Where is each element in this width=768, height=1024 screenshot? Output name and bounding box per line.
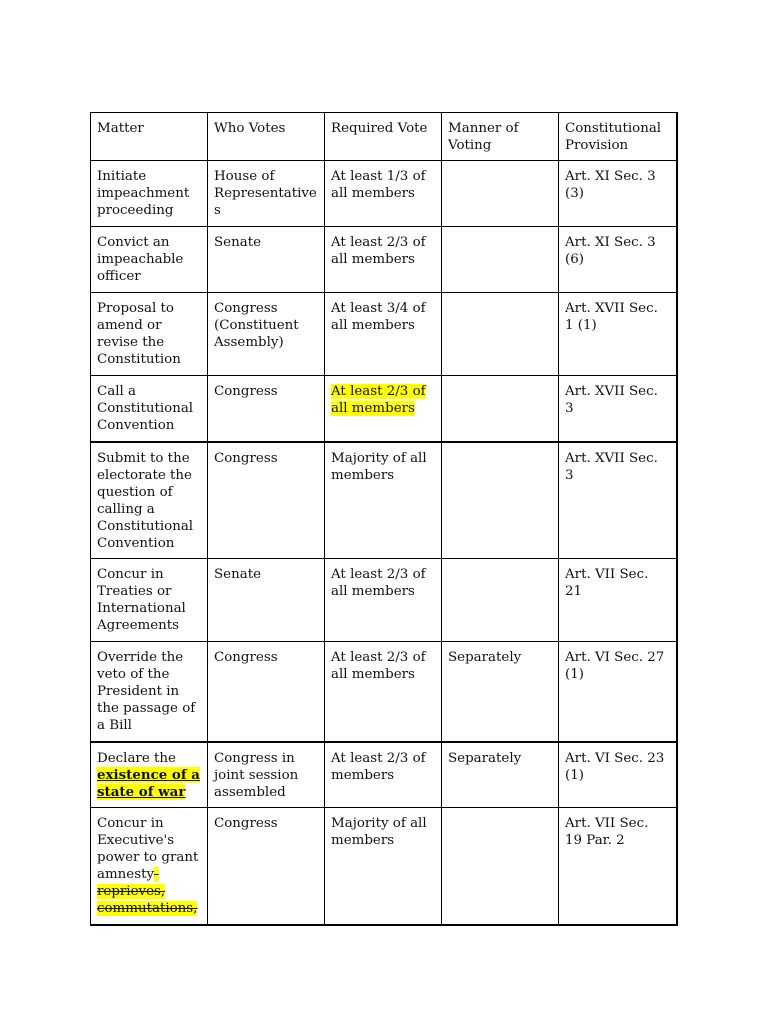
cell-who-votes: Congress in joint session assembled: [208, 742, 325, 808]
cell-manner: Separately: [442, 642, 559, 742]
table-row: [91, 293, 677, 376]
cell-matter: [91, 808, 208, 925]
cell-who-votes: House of Representatives: [208, 161, 325, 227]
cell-who-votes: Congress: [208, 808, 325, 925]
cell-provision: Art. XVII Sec. 3: [559, 442, 677, 559]
cell-manner: [442, 376, 559, 442]
cell-required-vote: At least 2/3 of members: [325, 742, 442, 808]
header-who-votes: Who Votes: [208, 113, 325, 161]
cell-manner: [442, 808, 559, 925]
cell-required-vote: Majority of all members: [325, 442, 442, 559]
cell-matter: Initiate impeachment proceeding: [91, 161, 208, 227]
highlighted-text: At least 2/3 of all members: [331, 384, 426, 416]
voting-requirements-table: [90, 112, 678, 926]
cell-required-vote: Majority of all members: [325, 808, 442, 925]
cell-provision: Art. VII Sec. 19 Par. 2: [559, 808, 677, 925]
cell-matter: Proposal to amend or revise the Constitution: [91, 293, 208, 376]
cell-required-vote: At least 2/3 of all members: [325, 559, 442, 642]
table-row: [91, 227, 677, 293]
table-row: [91, 161, 677, 227]
cell-required-vote: At least 2/3 of all members: [325, 227, 442, 293]
table-row: [91, 376, 677, 442]
cell-manner: [442, 559, 559, 642]
cell-matter: Submit to the electorate the question of calling a Constitutional Convention: [91, 442, 208, 559]
matter-text: Concur in Executive's power to grant amnesty: [97, 816, 199, 882]
cell-who-votes: Congress: [208, 442, 325, 559]
table-header-row: [91, 113, 677, 161]
cell-provision: Art. XI Sec. 3 (6): [559, 227, 677, 293]
cell-provision: Art. XVII Sec. 1 (1): [559, 293, 677, 376]
cell-provision: Art. VII Sec. 21: [559, 559, 677, 642]
table-row: [91, 742, 677, 808]
header-manner-of-voting: Manner of Voting: [442, 113, 559, 161]
cell-required-vote: At least 1/3 of all members: [325, 161, 442, 227]
cell-required-vote: [325, 376, 442, 442]
cell-provision: Art. VI Sec. 27 (1): [559, 642, 677, 742]
header-matter: Matter: [91, 113, 208, 161]
cell-matter: Override the veto of the President in the passage of a Bill: [91, 642, 208, 742]
table-row: [91, 642, 677, 742]
table-row: [91, 808, 677, 925]
cell-matter: Concur in Treaties or International Agreements: [91, 559, 208, 642]
highlighted-bold-text: existence of a state of war: [97, 766, 200, 800]
header-constitutional-provision: Constitutional Provision: [559, 113, 677, 161]
cell-required-vote: At least 3/4 of all members: [325, 293, 442, 376]
cell-who-votes: Congress: [208, 642, 325, 742]
table-row: [91, 559, 677, 642]
cell-provision: Art. XVII Sec. 3: [559, 376, 677, 442]
cell-manner: [442, 227, 559, 293]
cell-who-votes: Congress: [208, 376, 325, 442]
table-row: [91, 442, 677, 559]
cell-who-votes: Senate: [208, 227, 325, 293]
cell-provision: Art. VI Sec. 23 (1): [559, 742, 677, 808]
matter-text: Declare the: [97, 750, 176, 766]
cell-matter: Call a Constitutional Convention: [91, 376, 208, 442]
cell-required-vote: At least 2/3 of all members: [325, 642, 442, 742]
struck-through-text: - reprieves, commutations,: [97, 867, 198, 916]
header-required-vote: Required Vote: [325, 113, 442, 161]
cell-matter: [91, 742, 208, 808]
cell-manner: [442, 161, 559, 227]
cell-manner: [442, 293, 559, 376]
cell-who-votes: Senate: [208, 559, 325, 642]
cell-matter: Convict an impeachable officer: [91, 227, 208, 293]
cell-provision: Art. XI Sec. 3 (3): [559, 161, 677, 227]
cell-who-votes: Congress (Constituent Assembly): [208, 293, 325, 376]
cell-manner: [442, 442, 559, 559]
cell-manner: Separately: [442, 742, 559, 808]
